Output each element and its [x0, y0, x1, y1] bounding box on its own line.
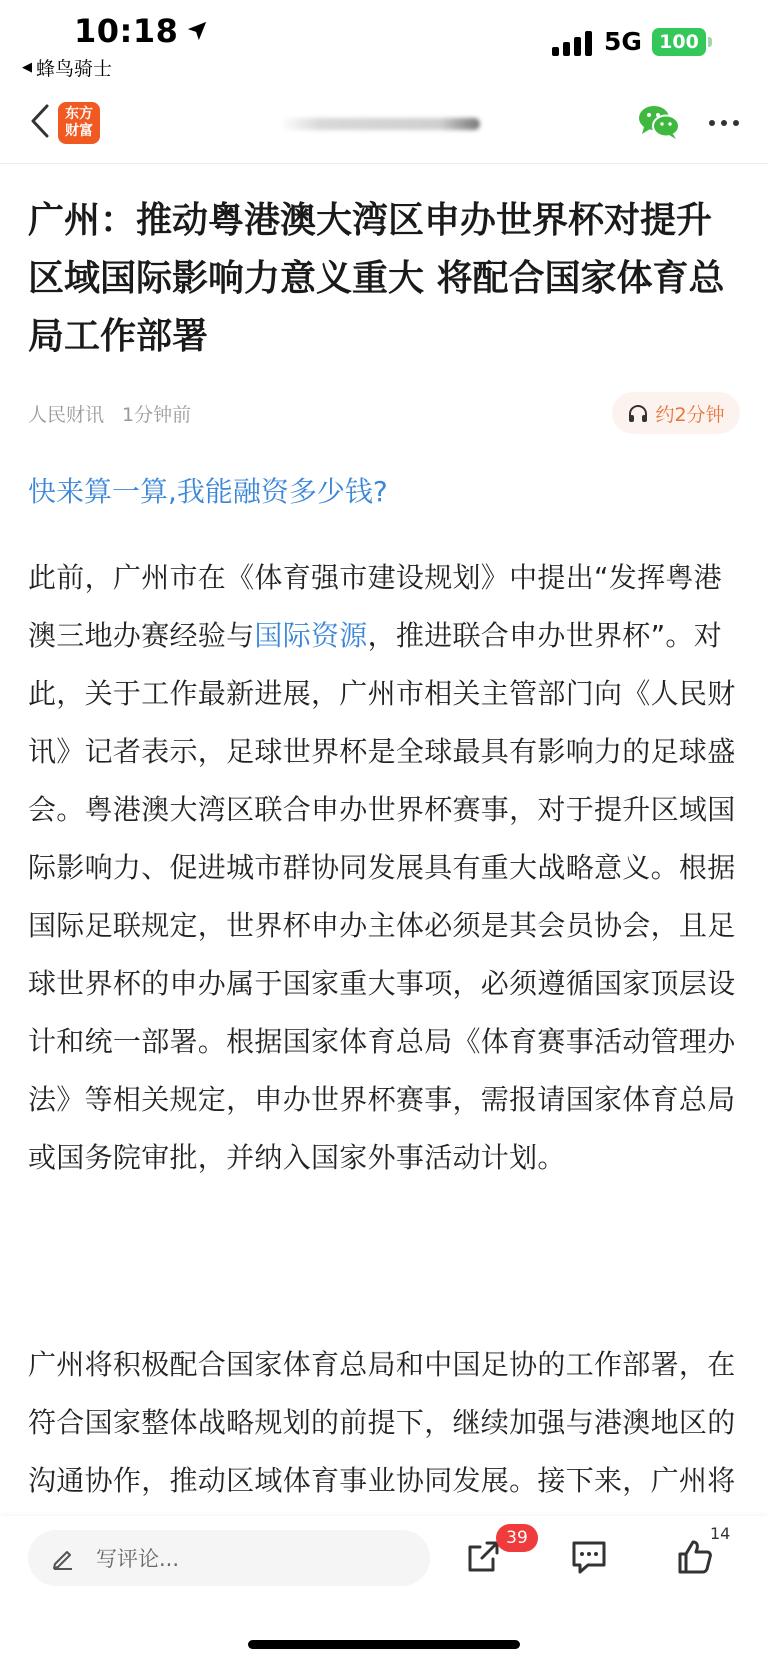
article-paragraph: [28, 1336, 746, 1508]
battery-tip: [708, 37, 712, 47]
pencil-icon: [50, 1545, 76, 1571]
status-bar: [0, 0, 768, 80]
location-arrow-icon: [186, 20, 208, 42]
logo-line2: 财富: [65, 123, 93, 139]
wechat-icon: [638, 104, 680, 140]
wechat-share-button[interactable]: [638, 104, 680, 140]
article-time: 1分钟前: [122, 404, 192, 426]
article-source[interactable]: 人民财讯: [28, 404, 105, 426]
back-to-app[interactable]: [22, 54, 112, 81]
nav-bar: [0, 80, 768, 164]
battery-icon: [652, 28, 706, 56]
comments-button[interactable]: [564, 1532, 614, 1582]
bottom-toolbar: [0, 1516, 768, 1662]
headphones-icon: [627, 403, 649, 423]
nav-title-placeholder: [280, 118, 480, 130]
paragraph-text: 广州将积极配合国家体育总局和中国足协的工作部署，在符合国家整体战略规划的前提下，继续加强与港澳地区的沟通协作，推动区域体育事业协同发展。接下来，广州将: [28, 1348, 736, 1497]
comment-input[interactable]: [28, 1530, 430, 1586]
more-dot-icon: [733, 120, 739, 126]
thumbs-up-icon: [676, 1538, 714, 1576]
chat-bubble-icon: [570, 1539, 608, 1575]
battery-level: 100: [659, 31, 699, 53]
back-triangle-icon: ◀: [22, 60, 32, 75]
back-app-label: 蜂鸟骑士: [36, 58, 113, 80]
listen-button[interactable]: [612, 392, 740, 434]
listen-duration: 约2分钟: [655, 403, 725, 426]
like-count: 14: [710, 1524, 731, 1543]
article-meta: [28, 400, 191, 427]
paragraph-text: 此前，广州市在《体育强市建设规划》中提出“发挥粤港澳三地办赛经验与: [28, 561, 723, 652]
more-dot-icon: [709, 120, 715, 126]
comment-count-badge: 39: [496, 1524, 538, 1552]
network-type: 5G: [604, 27, 642, 56]
article-paragraph: [28, 549, 746, 1187]
chevron-left-icon: [29, 103, 51, 139]
promo-link[interactable]: 快来算一算,我能融资多少钱?: [28, 475, 388, 508]
comment-placeholder: 写评论...: [96, 1547, 180, 1571]
more-dot-icon: [721, 120, 727, 126]
signal-icon: [552, 30, 594, 56]
more-options-button[interactable]: [704, 108, 744, 138]
status-time: [74, 12, 208, 50]
logo-line1: 东方: [65, 106, 93, 122]
back-button[interactable]: [20, 98, 60, 144]
paragraph-text: ，推进联合申办世界杯”。对此，关于工作最新进展，广州市相关主管部门向《人民财讯》记者表示，足球世界杯是全球最具有影响力的足球盛会。粤港澳大湾区联合申办世界杯赛事，对于提升区域国际影响力、促进城市群协同发展具有重大战略意义。根据国际足联规定，世界杯申办主体必须是其会员协会，且足球世界杯的申办属于国家重大事项，必须遵循国家顶层设计和统一部署。根据国家体育总局《体育赛事活动管理办法》等相关规定，申办世界杯赛事，需报请国家体育总局或国务院审批，并纳入国家外事活动计划。: [28, 619, 736, 1174]
article-title: 广州：推动粤港澳大湾区申办世界杯对提升区域国际影响力意义重大 将配合国家体育总局工作部署: [28, 200, 725, 357]
home-indicator[interactable]: [248, 1640, 520, 1649]
share-icon: [465, 1539, 501, 1575]
app-logo[interactable]: [58, 102, 100, 144]
status-time-text: 10:18: [74, 12, 179, 50]
inline-link[interactable]: 国际资源: [254, 619, 368, 652]
